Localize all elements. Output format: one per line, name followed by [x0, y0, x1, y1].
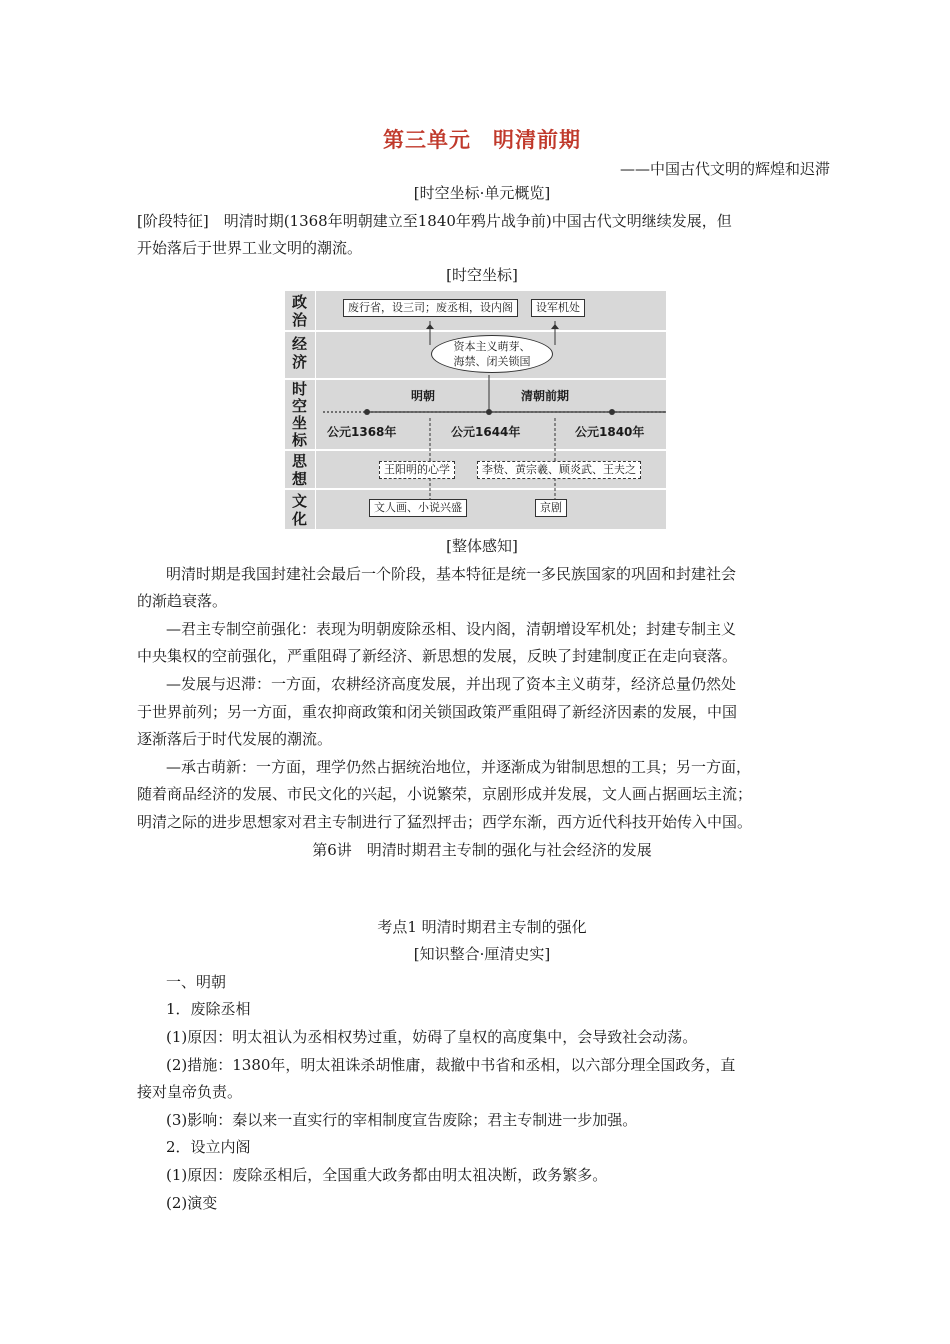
- timeline-diagram: [285, 291, 666, 529]
- summary-p1-line1: 明清时期是我国封建社会最后一个阶段，基本特征是统一多民族国家的巩固和封建社会: [166, 565, 737, 583]
- point-title: 考点1 明清时期君主专制的强化: [377, 918, 587, 936]
- item-reason: (1)原因：明太祖认为丞相权势过重，妨碍了皇权的高度集中，会导致社会动荡。: [166, 1028, 698, 1046]
- summary-p4-line2: 随着商品经济的发展、市民文化的兴起，小说繁荣，京剧形成并发展，文人画占据画坛主流；: [137, 785, 753, 803]
- summary-p3-line3: 逐渐落后于时代发展的潮流。: [137, 730, 333, 748]
- unit-title: 第三单元 明清前期: [383, 127, 581, 152]
- row-label-politics: 政治: [292, 293, 308, 329]
- summary-p4-line3: 明清之际的进步思想家对君主专制进行了猛烈抨击；西学东渐，西方近代科技开始传入中国。: [137, 813, 753, 831]
- summary-p3-line2: 于世界前列；另一方面，重农抑商政策和闭关锁国政策严重阻碍了新经济因素的发展，中国: [137, 703, 738, 721]
- coordinate-heading: [时空坐标]: [446, 266, 518, 284]
- lecture-title: 第6讲 明清时期君主专制的强化与社会经济的发展: [312, 841, 652, 859]
- row-label-economy: 经济: [292, 335, 308, 371]
- item-set-cabinet: 2．设立内阁: [166, 1138, 251, 1156]
- period-qing: 清朝前期: [521, 389, 570, 403]
- economy-line-2: 海禁、闭关锁国: [453, 355, 531, 368]
- thought-ming-box: 王阳明的心学: [379, 461, 455, 479]
- row-label-timeline: 时空坐标: [292, 380, 308, 449]
- item-cabinet-reason: (1)原因：废除丞相后，全国重大政务都由明太祖决断，政务繁多。: [166, 1166, 608, 1184]
- item-measure-line1: (2)措施：1380年，明太祖诛杀胡惟庸，裁撤中书省和丞相，以六部分理全国政务，直: [166, 1056, 736, 1074]
- year-1840: 公元1840年: [575, 425, 645, 439]
- item-abolish-chancellor: 1．废除丞相: [166, 1000, 251, 1018]
- culture-ming-box: 文人画、小说兴盛: [369, 499, 467, 517]
- unit-subtitle: ——中国古代文明的辉煌和迟滞: [619, 160, 830, 178]
- item-measure-line2: 接对皇帝负责。: [137, 1083, 243, 1101]
- overview-heading: [时空坐标·单元概览]: [413, 184, 551, 202]
- summary-p1-line2: 的渐趋衰落。: [137, 592, 228, 610]
- economy-line-1: 资本主义萌芽、: [453, 340, 531, 353]
- point-subtitle: [知识整合·厘清史实]: [413, 945, 551, 963]
- economy-ellipse: [431, 335, 553, 373]
- stage-feature-line-1: [阶段特征] 明清时期(1368年明朝建立至1840年鸦片战争前)中国古代文明继续发展，但: [137, 212, 732, 230]
- year-1368: 公元1368年: [327, 425, 397, 439]
- connector-lines: [285, 291, 666, 529]
- politics-qing-box: 设军机处: [531, 299, 585, 317]
- section-ming: 一、明朝: [166, 973, 227, 991]
- summary-p2-line1: —君主专制空前强化：表现为明朝废除丞相、设内阁，清朝增设军机处；封建专制主义: [166, 620, 737, 638]
- culture-qing-box: 京剧: [535, 499, 567, 517]
- thought-qing-box: 李贽、黄宗羲、顾炎武、王夫之: [477, 461, 641, 479]
- summary-p2-line2: 中央集权的空前强化，严重阻碍了新经济、新思想的发展，反映了封建制度正在走向衰落。: [137, 647, 738, 665]
- summary-heading: [整体感知]: [446, 537, 518, 555]
- summary-p3-line1: —发展与迟滞：一方面，农耕经济高度发展，并出现了资本主义萌芽，经济总量仍然处: [166, 675, 737, 693]
- year-1644: 公元1644年: [451, 425, 521, 439]
- period-ming: 明朝: [411, 389, 436, 403]
- item-cabinet-evolution: (2)演变: [166, 1194, 218, 1212]
- row-label-thought: 思想: [292, 452, 308, 488]
- row-label-culture: 文化: [292, 492, 308, 528]
- stage-feature-line-2: 开始落后于世界工业文明的潮流。: [137, 239, 363, 257]
- summary-p4-line1: —承古萌新：一方面，理学仍然占据统治地位，并逐渐成为钳制思想的工具；另一方面，: [166, 758, 752, 776]
- item-influence: (3)影响：秦以来一直实行的宰相制度宣告废除；君主专制进一步加强。: [166, 1111, 638, 1129]
- politics-ming-box: 废行省，设三司；废丞相，设内阁: [343, 299, 518, 317]
